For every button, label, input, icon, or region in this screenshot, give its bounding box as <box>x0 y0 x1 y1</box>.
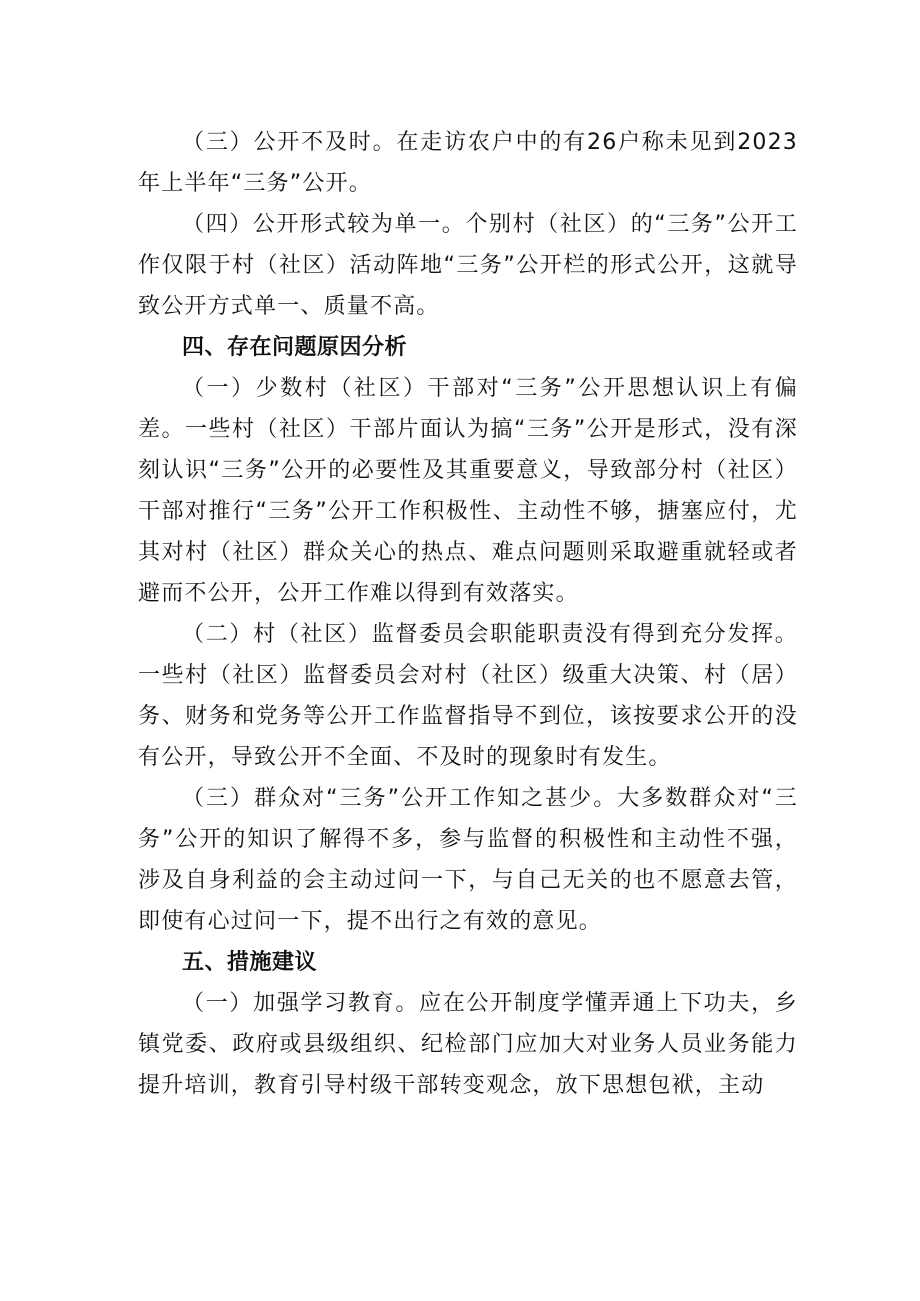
paragraph-strengthen-education: （一）加强学习教育。应在公开制度学懂弄通上下功夫，乡镇党委、政府或县级组织、纪检部门应加大对业务人员业务能力提升培训，教育引导村级干部转变观念，放下思想包袱，主动 <box>138 991 798 1098</box>
paragraph-format: （四）公开形式较为单一。个别村（社区）的“三务”公开工作仅限于村（社区）活动阵地“三务”公开栏的形式公开，这就导致公开方式单一、质量不高。 <box>138 212 798 319</box>
paragraph-supervision-committee: （二）村（社区）监督委员会职能职责没有得到充分发挥。一些村（社区）监督委员会对村（社区）级重大决策、村（居）务、财务和党务等公开工作监督指导不到位，该按要求公开的没有公开，导致公开不全面、不及时的现象时有发生。 <box>138 622 798 770</box>
paragraph-cadre-awareness: （一）少数村（社区）干部对“三务”公开思想认识上有偏差。一些村（社区）干部片面认为搞“三务”公开是形式，没有深刻认识“三务”公开的必要性及其重要意义，导致部分村（社区）干部对推行“三务”公开工作积极性、主动性不够，搪塞应付，尤其对村（社区）群众关心的热点、难点问题则采取避重就轻或者避而不公开，公开工作难以得到有效落实。 <box>138 376 798 606</box>
paragraph-public-knowledge: （三）群众对“三务”公开工作知之甚少。大多数群众对“三务”公开的知识了解得不多，参与监督的积极性和主动性不强，涉及自身利益的会主动过问一下，与自己无关的也不愿意去管，即使有心过问一下，提不出行之有效的意见。 <box>138 786 798 934</box>
document-body <box>138 122 798 1106</box>
section-heading-recommendations: 五、措施建议 <box>182 950 318 975</box>
section-heading-cause-analysis: 四、存在问题原因分析 <box>182 335 408 360</box>
paragraph-timeliness: （三）公开不及时。在走访农户中的有26户称未见到2023年上半年“三务”公开。 <box>138 130 798 196</box>
